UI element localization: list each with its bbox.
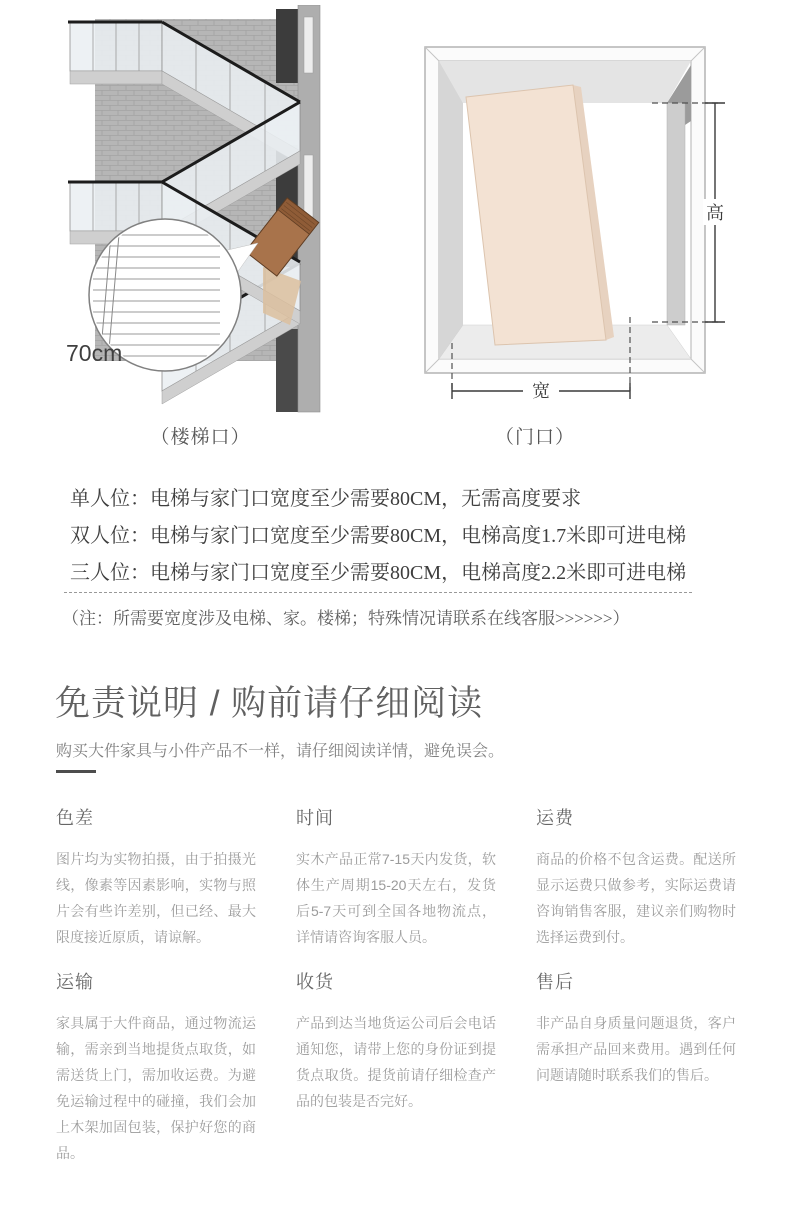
requirement-line-single: 单人位：电梯与家门口宽度至少需要80CM，无需高度要求 xyxy=(70,488,582,510)
section-color-difference xyxy=(56,804,296,950)
requirement-line-double: 双人位：电梯与家门口宽度至少需要80CM，电梯高度1.7米即可进电梯 xyxy=(70,525,687,547)
disclaimer-title: 免责说明 / 购前请仔细阅读 xyxy=(55,684,484,723)
section-body: 产品到达当地货运公司后会电话通知您，请带上您的身份证到提货点取货。提货前请仔细检查产品的包装是否完好。 xyxy=(296,1015,496,1109)
section-after-sales xyxy=(536,968,776,1166)
section-body: 家具属于大件商品，通过物流运输，需亲到当地提货点取货，如需送货上门，需加收运费。为避免运输过程中的碰撞，我们会加上木架加固包装，保护好您的商品。 xyxy=(56,1015,256,1161)
height-label: 高 xyxy=(706,203,724,223)
section-transport xyxy=(56,968,296,1166)
left-jamb xyxy=(439,61,463,359)
section-heading: 色差 xyxy=(56,808,94,828)
section-body: 图片均为实物拍摄，由于拍摄光线，像素等因素影响，实物与照片会有些许差别，但已经、最大限度接近原质，请谅解。 xyxy=(56,851,256,945)
section-body: 非产品自身质量问题退货，客户需承担产品回来费用。遇到任何问题请随时联系我们的售后。 xyxy=(536,1015,736,1083)
width-label: 宽 xyxy=(532,381,550,401)
section-heading: 时间 xyxy=(296,808,334,828)
stair-width-label: 70cm xyxy=(66,340,123,366)
section-shipping-fee xyxy=(536,804,776,950)
size-requirements xyxy=(70,481,686,592)
section-heading: 运输 xyxy=(56,972,94,992)
section-heading: 售后 xyxy=(536,972,574,992)
section-time xyxy=(296,804,536,950)
doorway-diagram xyxy=(415,25,745,410)
requirement-line-triple: 三人位：电梯与家门口宽度至少需要80CM，电梯高度2.2米即可进电梯 xyxy=(70,562,687,584)
staircase-diagram xyxy=(58,5,343,420)
section-heading: 收货 xyxy=(296,972,334,992)
doorway-caption: （门口） xyxy=(494,427,575,448)
right-jamb xyxy=(667,103,685,325)
section-body: 实木产品正常7-15天内发货，软体生产周期15-20天左右，发货后5-7天可到全国各地物流点，详情请咨询客服人员。 xyxy=(296,851,496,945)
dashed-divider xyxy=(64,592,692,593)
section-heading: 运费 xyxy=(536,808,574,828)
disclaimer-grid xyxy=(56,804,776,1166)
disclaimer-subtitle: 购买大件家具与小件产品不一样，请仔细阅读详情，避免误会。 xyxy=(56,743,505,760)
staircase-caption: （楼梯口） xyxy=(150,427,251,448)
section-receiving xyxy=(296,968,536,1166)
customer-service-note[interactable]: （注：所需要宽度涉及电梯、家。楼梯；特殊情况请联系在线客服>>>>>>） xyxy=(62,609,630,628)
title-underline xyxy=(56,770,96,773)
section-body: 商品的价格不包含运费。配送所显示运费只做参考，实际运费请咨询销售客服，建议亲们购物时选择运费到付。 xyxy=(536,851,736,945)
